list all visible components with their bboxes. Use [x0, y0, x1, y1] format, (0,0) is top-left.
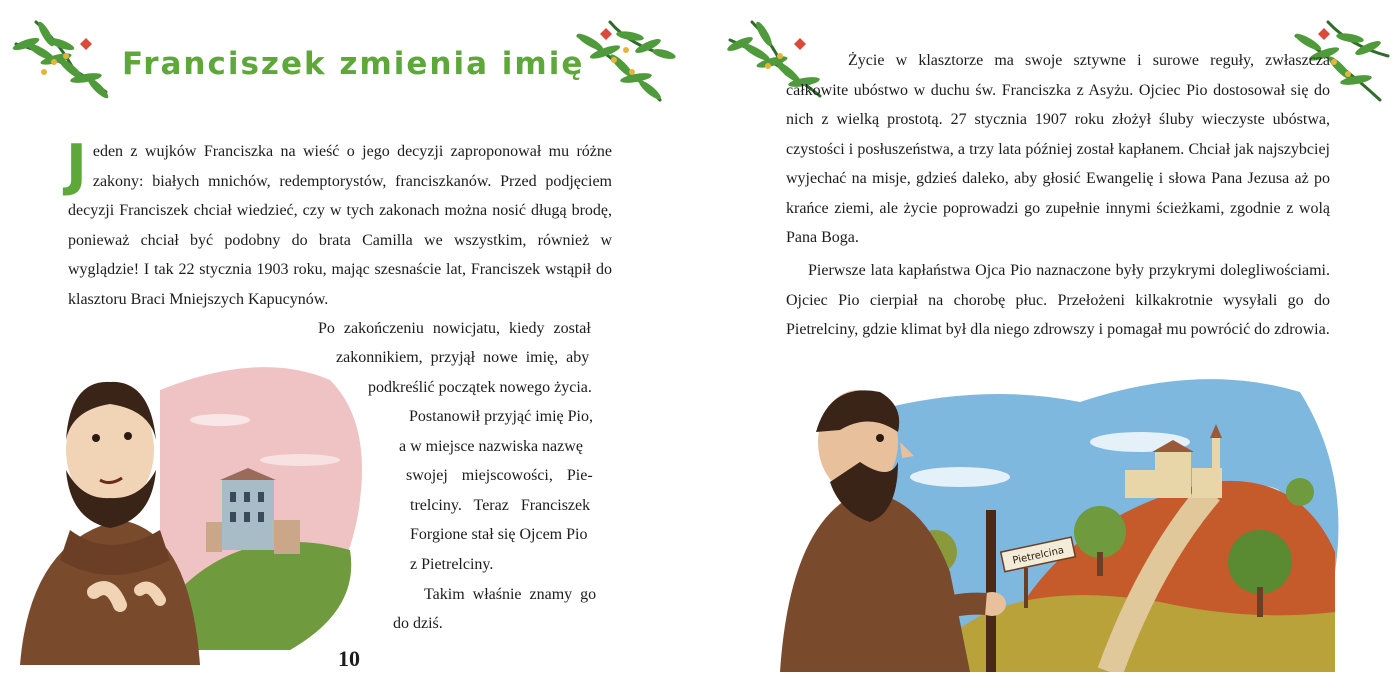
- drop-cap: J: [66, 133, 87, 198]
- page-title: Franciszek zmienia imię: [122, 46, 585, 82]
- pine-branch-decoration-left-2: [570, 16, 678, 104]
- paragraph-right-2: Pierwsze lata kapłaństwa Ojca Pio naznaczone były przykrymi dolegliwościami. Ojciec Pio cierpiał na chorobę płuc. Przełożeni kilkakrotnie wysyłali go do Pietrelciny, gdzie klimat był dla niego zdrowszy i pomagał mu powrócić do zdrowia.: [786, 262, 1330, 338]
- wrapped-line: trelciny. Teraz Franciszek: [410, 497, 591, 514]
- illustration-friar-road-to-pietrelcina: [780, 372, 1345, 672]
- page-number: 10: [338, 646, 360, 671]
- wrapped-line: zakonnikiem, przyjął nowe imię, aby: [336, 349, 590, 366]
- paragraph-1-text: eden z wujków Franciszka na wieść o jego decyzji zaproponował mu różne zakony: białych mnichów, redemptorystów, franciszkanów. Przed podjęciem decyzji Franciszek chciał wiedzieć, czy w tych zakonach można nosić długą brodę, ponieważ chciał być podobny do brata Camilla we wszystkim, również w wyglądzie! I tak 22 stycznia 1903 roku, mając szesnaście lat, Franciszek wstąpił do klasztoru Braci Mniejszych Kapucynów.: [68, 143, 612, 308]
- right-page: [700, 0, 1400, 700]
- wrapped-line: Takim właśnie znamy go: [424, 586, 597, 603]
- wrapped-line: do dziś.: [393, 615, 443, 632]
- signpost-label: Pietrelcina: [1011, 545, 1066, 567]
- illustration-friar-with-monastery: [10, 360, 370, 665]
- wrapped-line: a w miejsce nazwiska nazwę: [399, 438, 583, 455]
- wrapped-line: swojej miejscowości, Pie-: [406, 467, 593, 484]
- paragraph-right-1: Życie w klasztorze ma swoje sztywne i surowe reguły, zwłaszcza całkowite ubóstwo w duchu św. Franciszka z Asyżu. Ojciec Pio dostosował się do nich z wielką prostotą. 27 stycznia 1907 roku złożył śluby wieczyste ubóstwa, czystości i posłuszeństwa, a trzy lata później został kapłanem. Chciał jak najszybciej wyjechać na misje, gdzieś daleko, aby głosić Ewangelię i słowa Pana Jezusa aż po krańce ziemi, ale życie poprowadzi go zupełnie innymi ścieżkami, zgodnie z wolą Pana Boga.: [786, 52, 1330, 246]
- wrapped-line: podkreślić początek nowego życia.: [368, 379, 592, 396]
- wrapped-line: Postanowił przyjąć imię Pio,: [409, 408, 593, 425]
- paragraph-1: [66, 133, 612, 314]
- pine-branch-decoration-left: [6, 14, 114, 102]
- wrapped-line: z Pietrelciny.: [410, 556, 494, 573]
- wrapped-line: Po zakończeniu nowicjatu, kiedy został: [318, 320, 591, 337]
- wrapped-line: Forgione stał się Ojcem Pio: [410, 526, 588, 543]
